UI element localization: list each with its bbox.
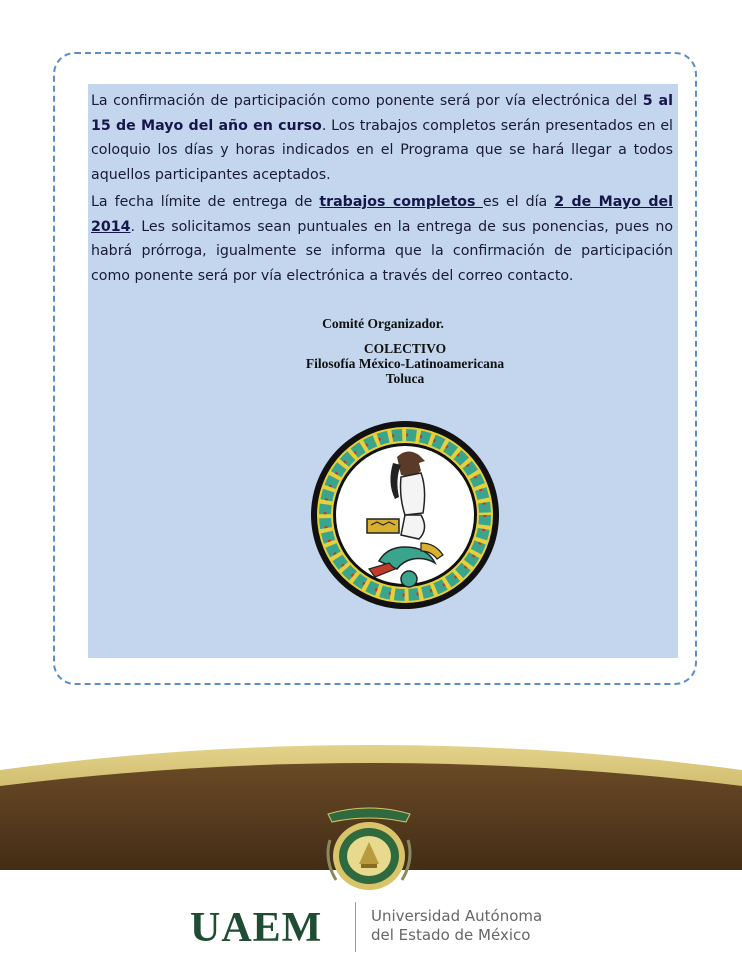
uaem-logo-text: UAEM (190, 905, 323, 951)
university-name-line-2: del Estado de México (371, 926, 531, 944)
deadline-date-highlight: 2 de Mayo del 2014 (91, 194, 673, 235)
collective-line-2: Filosofía México-Latinoamericana (305, 356, 505, 371)
university-name (371, 907, 542, 945)
dates-highlight: 5 al 15 de Mayo del año en curso (91, 93, 673, 134)
university-coat-of-arms-icon (316, 800, 422, 896)
full-works-highlight: trabajos completos (319, 194, 483, 210)
committee-signature: Comité Organizador. (322, 316, 444, 331)
collective-name (88, 341, 722, 386)
collective-line-1: COLECTIVO (363, 341, 447, 356)
aztec-figure-seal-icon (309, 419, 501, 611)
deadline-paragraph: La fecha límite de entrega de trabajos completos es el día 2 de Mayo del 2014. Les solicitamos sean puntuales en la entrega de sus ponencias, pues no habrá prórroga, igualmente se informa que la confirmación de participación como ponente será por vía electrónica a través del correo contacto. (91, 194, 673, 284)
university-name-line-1: Universidad Autónoma (371, 907, 543, 925)
logo-divider (355, 902, 356, 952)
collective-line-3: Toluca (385, 371, 425, 386)
confirmation-paragraph: La confirmación de participación como ponente será por vía electrónica del 5 al 15 de Mayo del año en curso. Los trabajos completos serán presentados en el coloquio los días y horas indicados en el Programa que se hará llegar a todos aquellos participantes aceptados. (91, 93, 673, 183)
